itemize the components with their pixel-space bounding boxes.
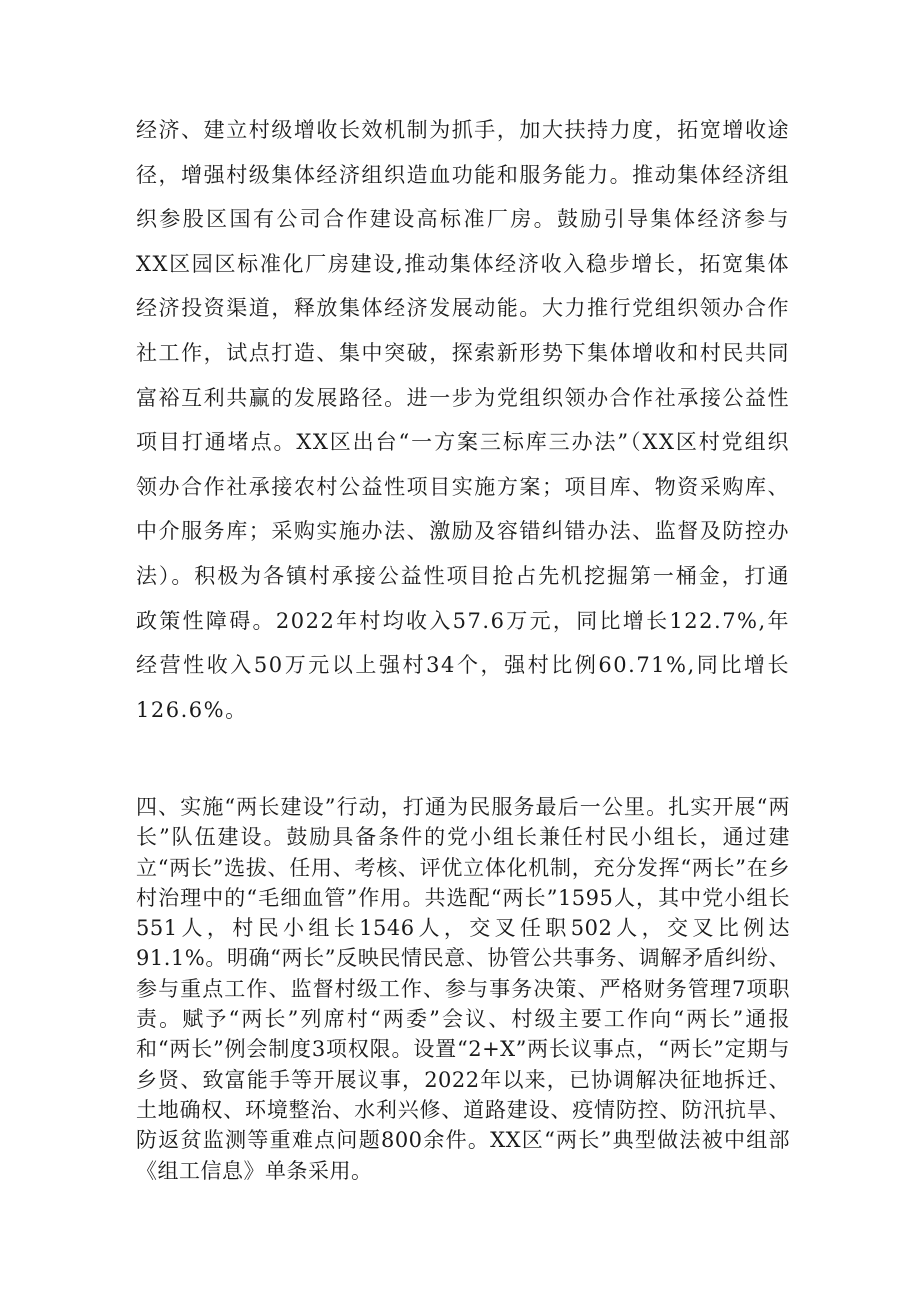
paragraph-two-heads-construction: 四、实施“两长建设”行动，打通为民服务最后一公里。扎实开展“两长”队伍建设。鼓励具备条件的党小组长兼任村民小组长，通过建立“两长”选拔、任用、考核、评优立体化机制，充分发挥“两长”在乡村治理中的“毛细血管”作用。共选配“两长”1595人，其中党小组长551人，村民小组长1546人，交叉任职502人，交叉比例达91.1%。明确“两长”反映民情民意、协管公共事务、调解矛盾纠纷、参与重点工作、监督村级工作、参与事务决策、严格财务管理7项职责。赋予“两长”列席村“两委”会议、村级主要工作向“两长”通报和“两长”例会制度3项权限。设置“2+X”两长议事点，“两长”定期与乡贤、致富能手等开展议事，2022年以来，已协调解决征地拆迁、土地确权、环境整治、水利兴修、道路建设、疫情防控、防汛抗旱、防返贫监测等重难点问题800余件。XX区“两长”典型做法被中组部《组工信息》单条采用。 [136, 795, 790, 1183]
paragraph-collective-economy: 经济、建立村级增收长效机制为抓手，加大扶持力度，拓宽增收途径，增强村级集体经济组织造血功能和服务能力。推动集体经济组织参股区国有公司合作建设高标准厂房。鼓励引导集体经济参与XX区园区标准化厂房建设,推动集体经济收入稳步增长，拓宽集体经济投资渠道，释放集体经济发展动能。大力推行党组织领办合作社工作，试点打造、集中突破，探索新形势下集体增收和村民共同富裕互利共赢的发展路径。进一步为党组织领办合作社承接公益性项目打通堵点。XX区出台“一方案三标库三办法”（XX区村党组织领办合作社承接农村公益性项目实施方案；项目库、物资采购库、中介服务库；采购实施办法、激励及容错纠错办法、监督及防控办法）。积极为各镇村承接公益性项目抢占先机挖掘第一桶金，打通政策性障碍。2022年村均收入57.6万元，同比增长122.7%,年经营性收入50万元以上强村34个，强村比例60.71%,同比增长126.6%。 [136, 118, 790, 722]
